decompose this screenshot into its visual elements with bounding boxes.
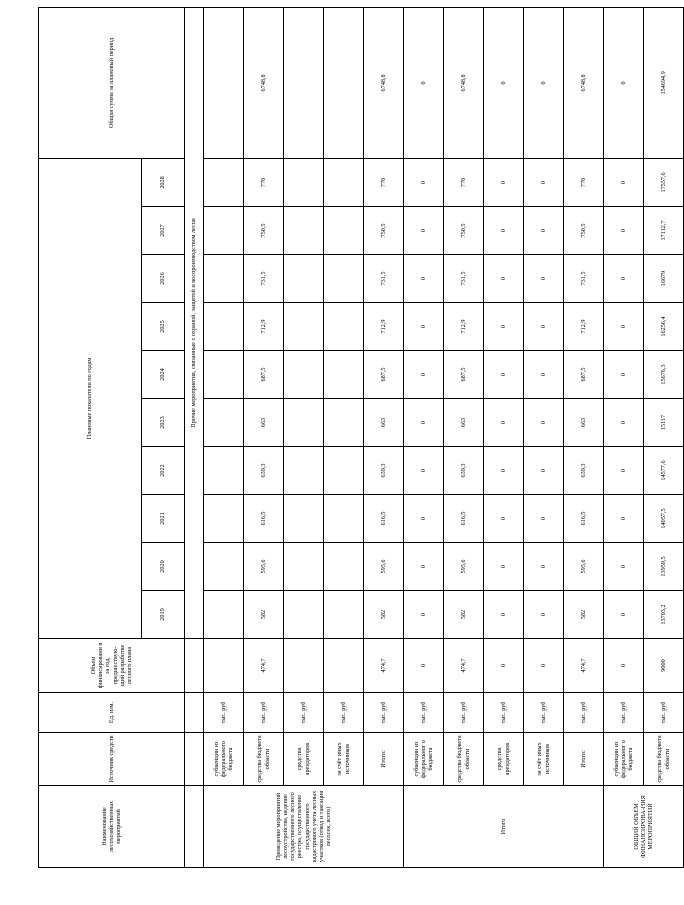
header-year: 2019: [142, 591, 185, 639]
year-value-cell: 0: [524, 591, 564, 639]
financing-table: [38, 7, 684, 868]
year-value-cell: 0: [484, 399, 524, 447]
volume-cell: [284, 639, 324, 693]
year-value-cell: 770: [244, 158, 284, 206]
header-year: 2028: [142, 158, 185, 206]
year-value-cell: 582: [564, 591, 604, 639]
total-cell: 0: [524, 7, 564, 158]
table-row: [644, 7, 684, 867]
year-value-cell: [204, 543, 244, 591]
year-value-cell: [324, 255, 364, 303]
year-value-cell: 712,9: [244, 303, 284, 351]
year-value-cell: [204, 351, 244, 399]
year-value-cell: 0: [604, 207, 644, 255]
year-value-cell: 16256,4: [644, 303, 684, 351]
total-cell: 0: [484, 7, 524, 158]
header-year: 2026: [142, 255, 185, 303]
year-value-cell: 750,5: [444, 207, 484, 255]
year-value-cell: 712,9: [564, 303, 604, 351]
year-value-cell: 0: [604, 447, 644, 495]
year-value-cell: 0: [604, 255, 644, 303]
year-value-cell: 0: [524, 495, 564, 543]
year-value-cell: 0: [484, 158, 524, 206]
year-value-cell: [204, 303, 244, 351]
year-value-cell: 712,9: [364, 303, 404, 351]
year-value-cell: [284, 591, 324, 639]
year-value-cell: 595,6: [364, 543, 404, 591]
header-unit: Ед. изм.: [39, 693, 185, 733]
table-row: [244, 7, 284, 867]
year-value-cell: 0: [524, 207, 564, 255]
header-year: 2024: [142, 351, 185, 399]
year-value-cell: 595,6: [564, 543, 604, 591]
total-cell: 6748,8: [244, 7, 284, 158]
source-cell: средства арендаторов: [284, 733, 324, 786]
year-value-cell: [284, 351, 324, 399]
year-value-cell: [284, 303, 324, 351]
year-value-cell: [204, 399, 244, 447]
year-value-cell: [324, 207, 364, 255]
year-value-cell: 731,5: [364, 255, 404, 303]
unit-cell: тыс. руб: [644, 693, 684, 733]
header-plan: Плановые показатели по годам: [39, 158, 142, 638]
source-cell: за счёт иных источников: [524, 733, 564, 786]
source-cell: Итого:: [564, 733, 604, 786]
header-volume: Объем финансировани я за год, предшествую-щий разработке лесного плана: [39, 639, 185, 693]
year-value-cell: 750,5: [364, 207, 404, 255]
year-value-cell: 13703,2: [644, 591, 684, 639]
group-name-cell: Итого: [404, 786, 604, 868]
year-value-cell: 582: [444, 591, 484, 639]
source-cell: субвенции из федеральног о бюджета: [404, 733, 444, 786]
year-value-cell: 616,5: [364, 495, 404, 543]
year-value-cell: 0: [404, 591, 444, 639]
year-value-cell: [204, 591, 244, 639]
table-row: [324, 7, 364, 867]
year-value-cell: 0: [484, 543, 524, 591]
year-value-cell: 639,3: [564, 447, 604, 495]
year-value-cell: 639,3: [364, 447, 404, 495]
year-value-cell: 0: [524, 399, 564, 447]
year-value-cell: 0: [404, 303, 444, 351]
header-year: 2021: [142, 495, 185, 543]
year-value-cell: [324, 543, 364, 591]
year-value-cell: 0: [524, 351, 564, 399]
year-value-cell: 750,5: [244, 207, 284, 255]
table-row: [404, 7, 444, 867]
volume-cell: 0: [604, 639, 644, 693]
total-cell: 6748,8: [364, 7, 404, 158]
year-value-cell: 687,5: [364, 351, 404, 399]
group-name-cell: Проведение мероприятий лесоустройства, ведение государственного лесного реестра, осуществление государственного кадастрового учета лесных участков (отвод и таксация лесосек, всего): [204, 786, 404, 868]
year-value-cell: 663: [244, 399, 284, 447]
year-value-cell: 663: [364, 399, 404, 447]
source-cell: средства бюджета области: [644, 733, 684, 786]
year-value-cell: 616,5: [564, 495, 604, 543]
year-value-cell: 663: [564, 399, 604, 447]
year-value-cell: 595,6: [444, 543, 484, 591]
year-value-cell: 17112,7: [644, 207, 684, 255]
year-value-cell: 0: [524, 158, 564, 206]
year-value-cell: [204, 207, 244, 255]
header-year: 2027: [142, 207, 185, 255]
year-value-cell: [284, 399, 324, 447]
volume-cell: 474,7: [244, 639, 284, 693]
unit-cell: тыс. руб: [244, 693, 284, 733]
year-value-cell: [324, 303, 364, 351]
year-value-cell: 663: [444, 399, 484, 447]
table-row: [564, 7, 604, 867]
year-value-cell: [324, 351, 364, 399]
total-cell: [204, 7, 244, 158]
table-row: [444, 7, 484, 867]
source-cell: средства арендаторов: [484, 733, 524, 786]
volume-cell: [324, 639, 364, 693]
group-name-cell: ОБЩИЙ ОБЪЕМ ФИНАНСИРОВА-НИЯ МЕРОПРИЯТИЙ: [604, 786, 684, 868]
year-value-cell: [204, 495, 244, 543]
year-value-cell: 0: [604, 543, 644, 591]
volume-cell: 0: [484, 639, 524, 693]
year-value-cell: 616,5: [244, 495, 284, 543]
total-cell: 6748,8: [564, 7, 604, 158]
year-value-cell: 639,3: [244, 447, 284, 495]
year-value-cell: 0: [484, 255, 524, 303]
year-value-cell: 0: [404, 447, 444, 495]
year-value-cell: 0: [604, 303, 644, 351]
source-cell: средства бюджета области: [444, 733, 484, 786]
year-value-cell: [324, 495, 364, 543]
year-value-cell: 0: [404, 158, 444, 206]
year-value-cell: 0: [524, 543, 564, 591]
year-value-cell: 0: [484, 303, 524, 351]
year-value-cell: 687,5: [244, 351, 284, 399]
year-value-cell: 731,5: [564, 255, 604, 303]
unit-cell: тыс. руб: [324, 693, 364, 733]
year-value-cell: [324, 447, 364, 495]
year-value-cell: 0: [484, 447, 524, 495]
unit-cell: тыс. руб: [364, 693, 404, 733]
total-cell: [324, 7, 364, 158]
year-value-cell: 0: [604, 351, 644, 399]
year-value-cell: [204, 255, 244, 303]
year-value-cell: 639,3: [444, 447, 484, 495]
year-value-cell: 595,6: [244, 543, 284, 591]
unit-cell: тыс. руб: [284, 693, 324, 733]
year-value-cell: [204, 158, 244, 206]
year-value-cell: 0: [524, 447, 564, 495]
table-row: [604, 7, 644, 867]
volume-cell: 0: [404, 639, 444, 693]
source-cell: субвенции из федеральног о бюджета: [604, 733, 644, 786]
year-value-cell: 0: [484, 591, 524, 639]
volume-cell: 474,7: [364, 639, 404, 693]
year-value-cell: [324, 591, 364, 639]
header-year: 2025: [142, 303, 185, 351]
total-cell: 154694,9: [644, 7, 684, 158]
year-value-cell: 616,5: [444, 495, 484, 543]
volume-cell: 0: [524, 639, 564, 693]
year-value-cell: 13959,5: [644, 543, 684, 591]
year-value-cell: [284, 158, 324, 206]
header-name: Наименование лесохозяйственных мероприятий: [39, 786, 185, 868]
year-value-cell: 0: [604, 158, 644, 206]
year-value-cell: 582: [244, 591, 284, 639]
table-row: [484, 7, 524, 867]
header-year: 2020: [142, 543, 185, 591]
year-value-cell: 0: [404, 495, 444, 543]
year-value-cell: 770: [364, 158, 404, 206]
year-value-cell: 0: [484, 495, 524, 543]
unit-cell: тыс. руб: [404, 693, 444, 733]
header-source: Источник средств: [39, 733, 185, 786]
source-cell: Итого:: [364, 733, 404, 786]
year-value-cell: 15117: [644, 399, 684, 447]
source-cell: за счёт иных источников: [324, 733, 364, 786]
year-value-cell: [324, 158, 364, 206]
year-value-cell: 16679: [644, 255, 684, 303]
table-row: [204, 7, 244, 867]
year-value-cell: [324, 399, 364, 447]
year-value-cell: [284, 495, 324, 543]
year-value-cell: 0: [524, 255, 564, 303]
table-row: [364, 7, 404, 867]
year-value-cell: 770: [444, 158, 484, 206]
year-value-cell: 17557,6: [644, 158, 684, 206]
volume-cell: [204, 639, 244, 693]
year-value-cell: 731,5: [444, 255, 484, 303]
year-value-cell: 0: [404, 207, 444, 255]
volume-cell: 474,7: [564, 639, 604, 693]
year-value-cell: 0: [484, 207, 524, 255]
header-year: 2022: [142, 447, 185, 495]
year-value-cell: 0: [404, 399, 444, 447]
rotated-table-wrapper: [38, 8, 671, 868]
year-value-cell: 14057,5: [644, 495, 684, 543]
year-value-cell: 0: [484, 351, 524, 399]
year-value-cell: [284, 207, 324, 255]
total-cell: [284, 7, 324, 158]
year-value-cell: 14577,6: [644, 447, 684, 495]
unit-cell: тыс. руб: [564, 693, 604, 733]
total-cell: 6748,8: [444, 7, 484, 158]
year-value-cell: [284, 447, 324, 495]
year-value-cell: 770: [564, 158, 604, 206]
unit-cell: тыс. руб: [484, 693, 524, 733]
source-cell: средства бюджета области: [244, 733, 284, 786]
unit-cell: тыс. руб: [604, 693, 644, 733]
table-row: [524, 7, 564, 867]
year-value-cell: 0: [604, 591, 644, 639]
year-value-cell: 750,5: [564, 207, 604, 255]
year-value-cell: 0: [524, 303, 564, 351]
source-cell: субвенции из федерального бюджета: [204, 733, 244, 786]
year-value-cell: 731,5: [244, 255, 284, 303]
volume-cell: 474,7: [444, 639, 484, 693]
year-value-cell: 15676,3: [644, 351, 684, 399]
total-cell: 0: [604, 7, 644, 158]
header-year: 2023: [142, 399, 185, 447]
year-value-cell: 0: [404, 351, 444, 399]
year-value-cell: 582: [364, 591, 404, 639]
year-value-cell: [204, 447, 244, 495]
year-value-cell: 0: [404, 543, 444, 591]
year-value-cell: 712,9: [444, 303, 484, 351]
year-value-cell: 0: [604, 495, 644, 543]
year-value-cell: [284, 255, 324, 303]
year-value-cell: 0: [604, 399, 644, 447]
unit-cell: тыс. руб: [444, 693, 484, 733]
volume-cell: 9000: [644, 639, 684, 693]
total-cell: 0: [404, 7, 444, 158]
section-title: Прочие мероприятия, связанные с охраной, защитой и воспроизводством лесов: [185, 7, 204, 638]
year-value-cell: 0: [404, 255, 444, 303]
header-total: Общая сумма за плановый период: [39, 7, 185, 158]
year-value-cell: 687,5: [444, 351, 484, 399]
unit-cell: тыс. руб: [204, 693, 244, 733]
unit-cell: тыс. руб: [524, 693, 564, 733]
year-value-cell: [284, 543, 324, 591]
table-row: [284, 7, 324, 867]
year-value-cell: 687,5: [564, 351, 604, 399]
